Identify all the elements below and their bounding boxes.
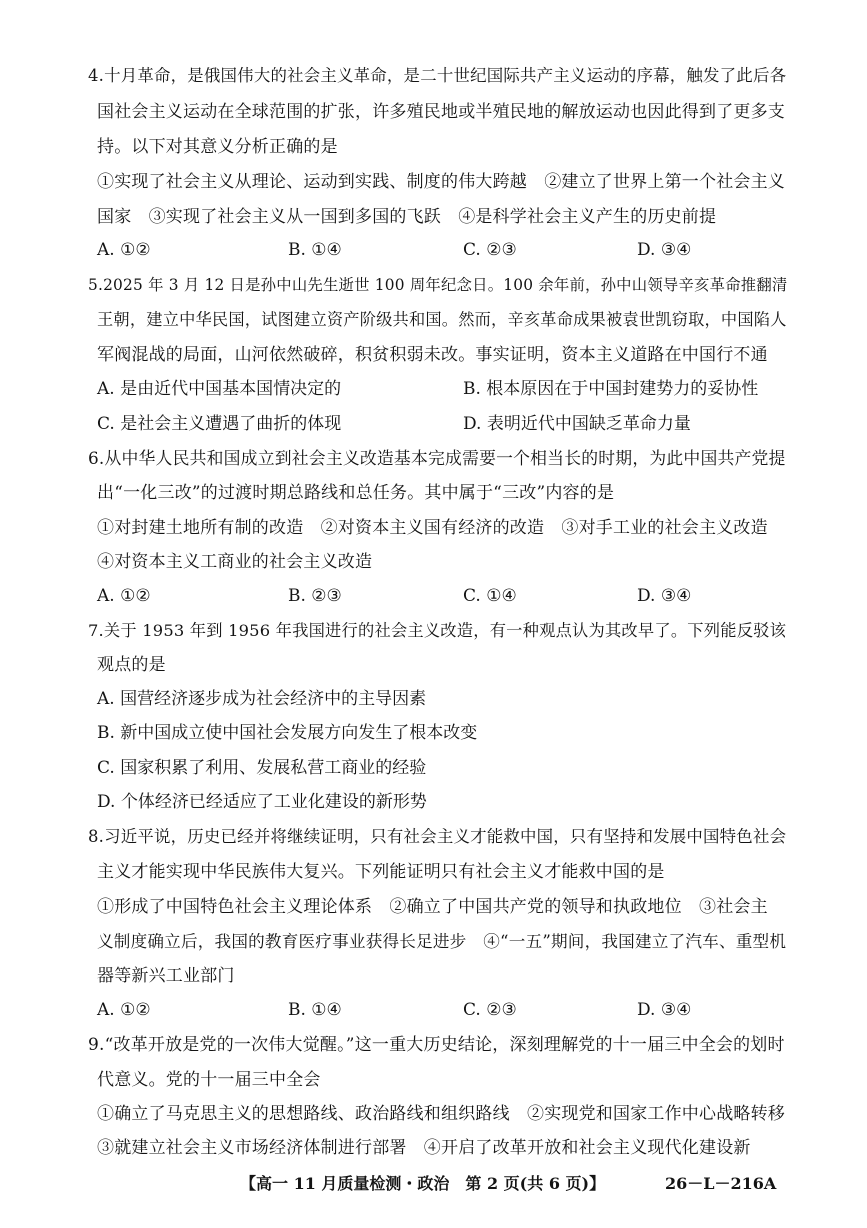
q4-line-3: 持。以下对其意义分析正确的是 — [97, 137, 338, 157]
q7-option-a: A. 国营经济逐步成为社会经济中的主导因素 — [97, 689, 427, 709]
footer-title: 【高一 11 月质量检测・政治 第 2 页(共 6 页)】 — [240, 1174, 606, 1193]
q4-option-a: A. ①② — [97, 240, 151, 260]
q6-line-3: ①对封建土地所有制的改造 ②对资本主义国有经济的改造 ③对手工业的社会主义改造 — [97, 518, 768, 538]
q5-option-b: B. 根本原因在于中国封建势力的妥协性 — [463, 379, 759, 399]
q4-line-4: ①实现了社会主义从理论、运动到实践、制度的伟大跨越 ②建立了世界上第一个社会主义 — [97, 172, 785, 192]
q7-line-2: 观点的是 — [97, 655, 166, 675]
q7-option-d: D. 个体经济已经适应了工业化建设的新形势 — [97, 792, 427, 812]
q8-option-c: C. ②③ — [463, 1000, 517, 1020]
q8-line-4: 义制度确立后，我国的教育医疗事业获得长足进步 ④“一五”期间，我国建立了汽车、重型机 — [97, 932, 787, 951]
q6-option-b: B. ②③ — [288, 586, 342, 606]
q6-line-2: 出“一化三改”的过渡时期总路线和总任务。其中属于“三改”内容的是 — [97, 483, 615, 503]
q5-option-d: D. 表明近代中国缺乏革命力量 — [463, 414, 691, 434]
q4-option-c: C. ②③ — [463, 240, 517, 260]
q4-option-b: B. ①④ — [288, 240, 342, 260]
q6-option-a: A. ①② — [97, 586, 151, 606]
q5-line-3: 军阀混战的局面，山河依然破碎，积贫积弱未改。事实证明，资本主义道路在中国行不通 — [97, 345, 768, 365]
q8-line-2: 主义才能实现中华民族伟大复兴。下列能证明只有社会主义才能救中国的是 — [97, 862, 665, 882]
q6-line-4: ④对资本主义工商业的社会主义改造 — [97, 552, 373, 572]
q6-option-d: D. ③④ — [637, 586, 692, 606]
q5-option-a: A. 是由近代中国基本国情决定的 — [97, 379, 342, 399]
q4-line-1: 4.十月革命，是俄国伟大的社会主义革命，是二十世纪国际共产主义运动的序幕，触发了此后各 — [88, 66, 787, 85]
q8-line-3: ①形成了中国特色社会主义理论体系 ②确立了中国共产党的领导和执政地位 ③社会主 — [97, 897, 768, 917]
q9-line-3: ①确立了马克思主义的思想路线、政治路线和组织路线 ②实现党和国家工作中心战略转移 — [97, 1104, 785, 1124]
q9-line-2: 代意义。党的十一届三中全会 — [97, 1070, 321, 1090]
q7-option-b: B. 新中国成立使中国社会发展方向发生了根本改变 — [97, 723, 478, 743]
q4-line-5: 国家 ③实现了社会主义从一国到多国的飞跃 ④是科学社会主义产生的历史前提 — [97, 207, 717, 227]
q7-line-1: 7.关于 1953 年到 1956 年我国进行的社会主义改造，有一种观点认为其改早了。下列能反驳该 — [88, 621, 787, 640]
q5-line-1: 5.2025 年 3 月 12 日是孙中山先生逝世 100 周年纪念日。100 余年前，孙中山领导辛亥革命推翻清 — [88, 276, 788, 294]
q5-line-2: 王朝，建立中华民国，试图建立资产阶级共和国。然而，辛亥革命成果被袁世凯窃取，中国陷人 — [97, 310, 787, 329]
q6-option-c: C. ①④ — [463, 586, 517, 606]
q8-line-1: 8.习近平说，历史已经并将继续证明，只有社会主义才能救中国，只有坚持和发展中国特色社会 — [88, 827, 787, 846]
q8-option-d: D. ③④ — [637, 1000, 692, 1020]
q4-option-d: D. ③④ — [637, 240, 692, 260]
q8-option-a: A. ①② — [97, 1000, 151, 1020]
footer-code: 26－L－216A — [665, 1174, 777, 1193]
q7-option-c: C. 国家积累了利用、发展私营工商业的经验 — [97, 758, 427, 778]
q4-line-2: 国社会主义运动在全球范围的扩张，许多殖民地或半殖民地的解放运动也因此得到了更多支 — [97, 102, 785, 122]
q8-line-5: 器等新兴工业部门 — [97, 966, 235, 986]
q9-line-1: 9.“改革开放是党的一次伟大觉醒。”这一重大历史结论，深刻理解党的十一届三中全会的划时 — [88, 1035, 785, 1055]
q8-option-b: B. ①④ — [288, 1000, 342, 1020]
q9-line-4: ③就建立社会主义市场经济体制进行部署 ④开启了改革开放和社会主义现代化建设新 — [97, 1138, 751, 1158]
q6-line-1: 6.从中华人民共和国成立到社会主义改造基本完成需要一个相当长的时期，为此中国共产党提 — [88, 448, 786, 468]
q5-option-c: C. 是社会主义遭遇了曲折的体现 — [97, 414, 342, 434]
